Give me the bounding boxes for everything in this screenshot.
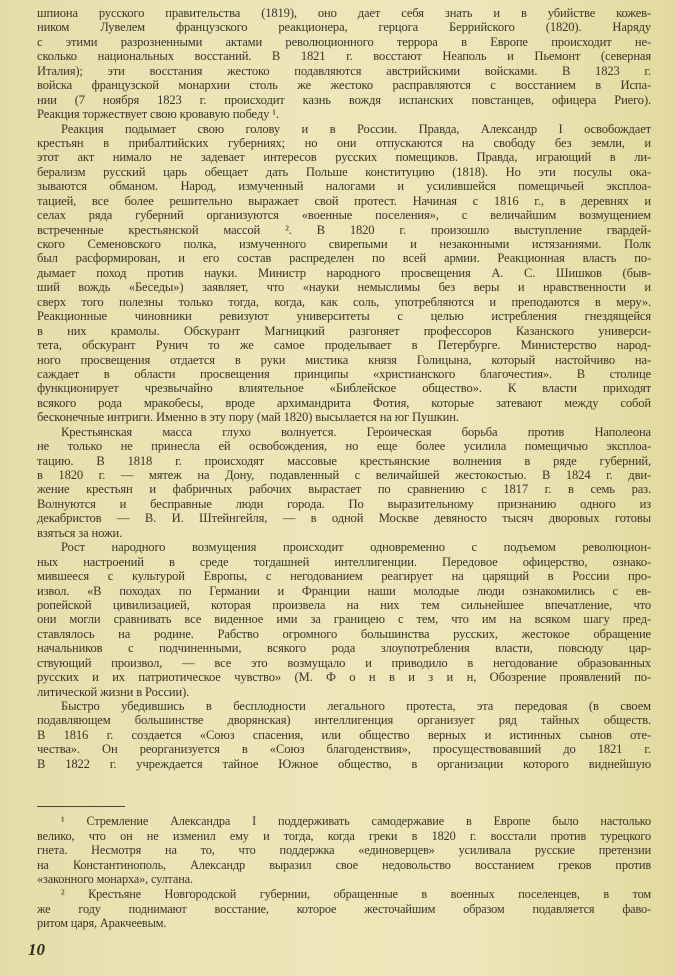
- text-line: Реакция подымает свою голову и в России. Правда, Александр I освобождает: [61, 121, 651, 136]
- text-line: «законного монарха», султана.: [37, 872, 193, 887]
- text-line: сколько национальных восстаний. В 1821 г. восстают Неаполь и Пьемонт (северная: [37, 49, 651, 64]
- text-line: Рост народного возмущения происходит одновременно с подъемом революцион-: [61, 540, 651, 555]
- text-line: в 1820 г. — мятеж на Дону, подавленный с величайшей жестокостью. В 1824 г. дви-: [37, 468, 651, 482]
- text-line: Реакционные чиновники ревизуют университеты с целью истребления гнездящейся: [37, 309, 651, 324]
- text-line: с этими разрозненными актами революционного террора в Европе происходит не-: [37, 34, 651, 49]
- page-number: 10: [28, 940, 45, 959]
- text-line: ² Крестьяне Новгородской губернии, обращенные в военных поселенцев, в том: [61, 886, 651, 901]
- text-line: этот акт нимало не задевает интересов русских помещиков. Правда, играющий в ли-: [37, 150, 651, 165]
- text-line: ¹ Стремление Александра I поддерживать самодержавие в Европе было настолько: [61, 814, 651, 828]
- text-line: ропейской цивилизацией, которая произвела на них тем сильнейшее впечатление, что: [37, 597, 651, 612]
- text-line: ного просвещения отдается в руки мистика князя Голицына, который настойчиво на-: [37, 352, 651, 367]
- text-line: гнета. Несмотря на то, что поддержка «единоверцев» усиливала русские претензии: [37, 843, 651, 858]
- text-line: зываются обманом. Народ, измученный налогами и усилившейся помещичьей эксплоа-: [37, 179, 651, 194]
- text-line: ных настроений в среде тогдашней интеллигенции. Передовое офицерство, ознако-: [37, 554, 651, 569]
- text-line: войска французской монархии столь же жестоко расправляются с восстанием в Испа-: [37, 78, 651, 93]
- text-line: Крестьянская масса глухо волнуется. Героическая борьба против Наполеона: [61, 424, 651, 439]
- text-line: бесконечные интриги. Именно в эту пору (май 1820) высылается на юг Пушкин.: [37, 410, 459, 425]
- text-line: крестьян в прибалтийских губерниях; но они отпускаются на свободу без земли, и: [37, 135, 651, 150]
- text-line: шпиона русского правительства (1819), оно дает себя знать и в убийстве кожев-: [37, 6, 651, 20]
- text-line: подавляющем большинстве дворянская) интеллигенция организует ряд тайных обществ.: [37, 713, 651, 728]
- main-text: [37, 6, 651, 771]
- text-line: взяться за ножи.: [37, 525, 123, 540]
- text-line: берализм русский царь обещает дать Польше конституцию (1818). Но эти посулы ока-: [37, 164, 651, 179]
- text-line: начальников с подчиненными, всякого рода злоупотребления власти, повсюду цар-: [37, 641, 651, 656]
- text-line: тацией, все более решительно выражает свой протест. Начиная с 1816 г., в деревнях и: [37, 193, 651, 208]
- text-line: В 1816 г. создается «Союз спасения, или общество верных и истинных сынов оте-: [37, 727, 651, 742]
- text-line: Италия); эти восстания жестоко подавляются австрийскими войсками. В 1823 г.: [37, 63, 651, 78]
- text-line: на Константинополь, Александр выразил свое недовольство восстанием греков против: [37, 857, 651, 872]
- text-line: же году поднимают восстание, которое жесточайшим образом подавляется фаво-: [37, 901, 651, 916]
- text-line: жение крестьян и фабричных рабочих вырастает по сравнению с 1817 г. в семь раз.: [37, 482, 651, 497]
- text-line: дымает поход против науки. Министр народного просвещения А. С. Шишков (быв-: [37, 265, 651, 280]
- paragraph: [37, 425, 651, 541]
- paragraph: [37, 699, 651, 771]
- text-line: ритом царя, Аракчеевым.: [37, 916, 167, 931]
- text-line: нии (7 ноября 1823 г. происходит казнь вождя испанских повстанцев, офицера Риего).: [37, 92, 651, 107]
- text-line: ником Лувелем французского реакционера, герцога Беррийского (1820). Наряду: [37, 20, 651, 35]
- text-line: ствующий произвол, — все это возмущало и приводило в негодование образованных: [37, 655, 651, 670]
- text-line: литической жизни в России).: [37, 684, 190, 699]
- text-line: тета, обскурант Рунич то же самое проделывает в Петербурге. Министерство народ-: [37, 338, 651, 353]
- text-line: селах ряда губерний организуются «военные поселения», с величайшим возмущением: [37, 208, 651, 223]
- text-line: тацию. В 1818 г. происходят массовые крестьянские волнения в ряде губерний,: [37, 453, 651, 468]
- text-line: сверх того полезны только тогда, когда, как соль, употребляются и преподаются в меру».: [37, 294, 651, 309]
- footnote: [37, 814, 651, 887]
- text-line: Реакция торжествует свою кровавую победу ¹.: [37, 107, 279, 122]
- text-line: они могли сравнивать все виденное ими за границею с тем, что им на всяком шагу пред-: [37, 612, 651, 627]
- text-line: ставлялось на родине. Рабство огромного большинства русских, жестокое обращение: [37, 626, 651, 641]
- text-line: в них крамолы. Обскурант Магницкий разгоняет профессоров Казанского универси-: [37, 323, 651, 338]
- footnote-divider: [37, 806, 125, 807]
- text-line: ского Семеновского полка, измученного свирепыми и незаконными истязаниями. Полк: [37, 237, 651, 251]
- text-line: встреченные крестьянской массой ². В 1820 г. произошло выступление гвардей-: [37, 222, 651, 237]
- text-line: русских и их патриотическое чувство» (М. Ф о н в и з и н, Обозрение проявлений по-: [37, 670, 651, 685]
- text-line: декабристов — В. И. Штейнгейля, — в одной Москве девяносто тысяч дворовых готовы: [37, 511, 651, 526]
- footnotes: [37, 814, 651, 931]
- text-line: чества». Он реорганизуется в «Союз благоденствия», просуществовавший до 1821 г.: [37, 742, 651, 757]
- text-line: велико, что он не изменил ему и тогда, когда греки в 1820 г. восстали против турецкого: [37, 828, 651, 843]
- paragraph: [37, 6, 651, 122]
- text-line: В 1822 г. учреждается тайное Южное общество, в организации которого виднейшую: [37, 756, 651, 771]
- text-line: Быстро убедившись в бесплодности легального протеста, эта передовая (в своем: [61, 699, 651, 713]
- text-line: был расформирован, и его состав распределен по всей армии. Реакционная власть по-: [37, 251, 651, 266]
- footnote: [37, 887, 651, 931]
- text-line: всякого рода мракобесы, вроде архимандрита Фотия, которые затевают между собой: [37, 395, 651, 410]
- text-line: ший вождь «Беседы») заявляет, что «науки немыслимы без веры и нравственности и: [37, 280, 651, 295]
- paragraph: [37, 122, 651, 425]
- text-line: мившееся с культурой Европы, с негодованием реагирует на царящий в России про-: [37, 569, 651, 584]
- text-line: Волнуются и бесправные люди города. По выразительному признанию одного из: [37, 496, 651, 511]
- text-line: функционирует чрезвычайно влиятельное «Библейское общество». К власти приходят: [37, 381, 651, 396]
- text-line: саждает в области просвещения принципы «христианского благочестия». В столице: [37, 366, 651, 381]
- paragraph: [37, 540, 651, 699]
- text-line: не только не принесла ей освобождения, но еще более усилила помещичью эксплоа-: [37, 439, 651, 454]
- text-line: извол. «В походах по Германии и Франции наши молодые люди ознакомились с ев-: [37, 583, 651, 598]
